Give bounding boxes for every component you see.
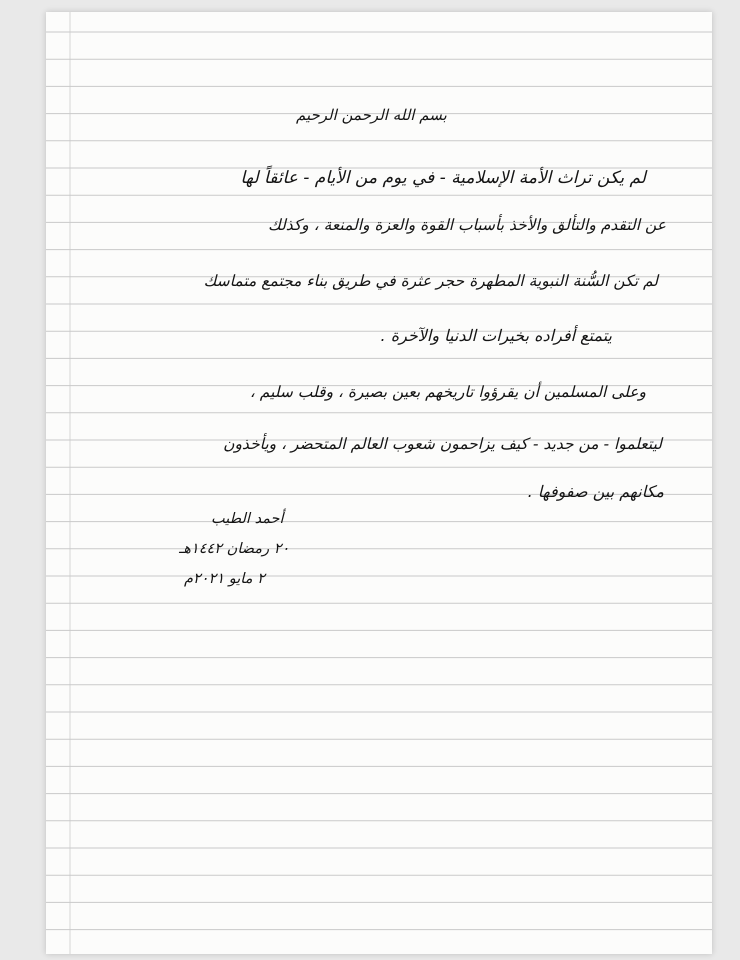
date-gregorian: ٢ مايو ٢٠٢١م [184,571,265,587]
basmala-heading: بسم الله الرحمن الرحيم [296,106,447,124]
letter-line-4: يتمتع أفراده بخيرات الدنيا والآخرة . [380,326,612,345]
letter-line-5: وعلى المسلمين أن يقرؤوا تاريخهم بعين بصيرة ، وقلب سليم ، [249,383,646,401]
letter-line-3: لم تكن السُّنة النبوية المطهرة حجر عثرة في طريق بناء مجتمع متماسك [203,272,658,290]
letter-line-6: ليتعلموا - من جديد - كيف يزاحمون شعوب العالم المتحضر ، ويأخذون [223,435,662,453]
letter-line-7: مكانهم بين صفوفها . [527,482,664,501]
date-hijri: ٢٠ رمضان ١٤٤٢هـ [179,541,290,557]
signature-name: أحمد الطيب [211,511,284,527]
letter-line-1: لم يكن تراث الأمة الإسلامية - في يوم من الأيام - عائقاً لها [240,168,646,188]
rule-line-group [46,32,712,930]
lined-paper-sheet [46,12,712,954]
letter-line-2: عن التقدم والتألق والأخذ بأسباب القوة والعزة والمنعة ، وكذلك [268,216,666,234]
